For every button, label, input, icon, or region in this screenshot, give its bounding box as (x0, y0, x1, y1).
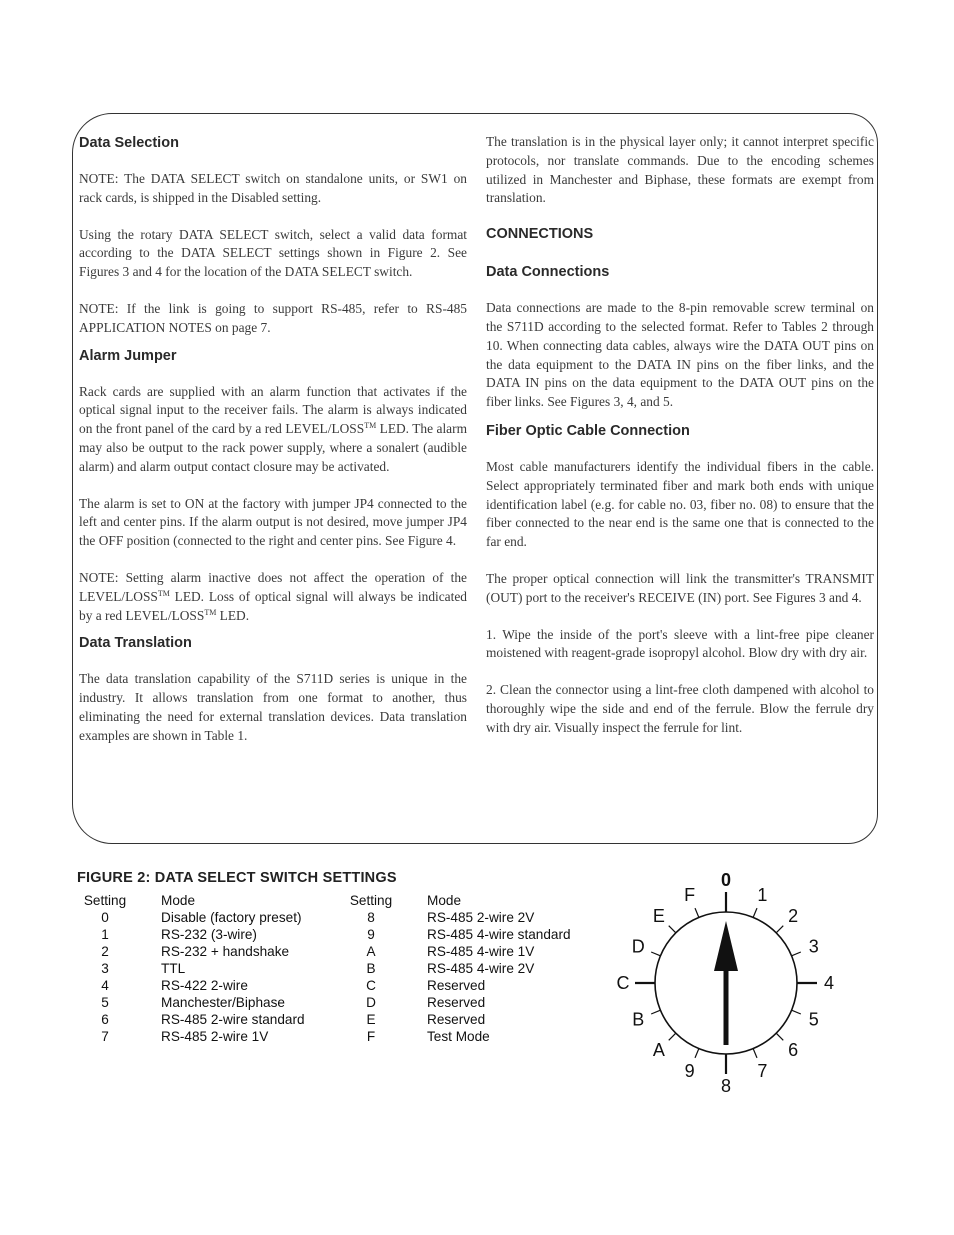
translation-continued-paragraph: The translation is in the physical layer only; it cannot interpret specific protocols, nor translate commands. Due to the encoding schemes utilized in Manchester and Biphase, these formats are exempt from translation. (486, 134, 874, 206)
data-translation-heading: Data Translation (79, 635, 192, 652)
dial-tick-D (651, 952, 660, 956)
dial-tick-6 (776, 1033, 783, 1040)
settings-row (342, 909, 571, 926)
setting-value: 5 (101, 995, 109, 1010)
dial-label-5: 5 (808, 1009, 819, 1030)
data-selection-heading: Data Selection (79, 135, 179, 151)
data-connections-paragraph: Data connections are made to the 8-pin removable screw terminal on the S711D according to the selected format. Refer to Tables 2 through 10. When connecting data cables, always wire the DATA OUT pins on the data equipment to the DATA IN pins on the fiber links, and the DATA IN pins on the data equipment to the DATA OUT pins on the fiber links. See Figures 3, 4, and 5. (486, 300, 874, 410)
dial-label-0: 0 (720, 870, 732, 890)
dial-pointer-arrow (714, 921, 738, 1045)
settings-row (77, 1028, 305, 1045)
dial-label-4: 4 (823, 973, 835, 993)
setting-column-header: Setting (349, 893, 393, 908)
settings-row (342, 943, 571, 960)
setting-value: D (366, 995, 376, 1010)
settings-row (77, 960, 305, 977)
right-column (486, 133, 874, 738)
dial-label-6: 6 (788, 1040, 799, 1061)
settings-row (342, 926, 571, 943)
mode-value: Manchester/Biphase (161, 995, 285, 1010)
settings-row (77, 994, 305, 1011)
dial-tick-2 (776, 926, 783, 933)
alarm-jumper-heading: Alarm Jumper (79, 347, 177, 364)
setting-column-header: Setting (83, 893, 127, 908)
alarm-jumper-paragraph1: Rack cards are supplied with an alarm function that activates if the optical signal input to the receiver fails. The alarm is always indicated on the front panel of the card by a red LEVEL/LOSS™ LED. The alarm may also be output to the rack power supply, where a sonalert (audible alarm) and alarm output contact closure may be activated. (79, 383, 467, 474)
figure-title: FIGURE 2: DATA SELECT SWITCH SETTINGS (77, 870, 397, 886)
setting-value: 3 (101, 961, 109, 976)
settings-row (342, 960, 571, 977)
dial-label-2: 2 (788, 905, 799, 926)
mode-value: RS-485 2-wire 2V (427, 910, 535, 925)
mode-value: RS-485 4-wire standard (427, 927, 571, 942)
mode-value: Reserved (427, 995, 486, 1010)
dial-label-9: 9 (684, 1060, 695, 1081)
mode-value: RS-485 4-wire 2V (427, 961, 535, 976)
setting-value: 0 (101, 910, 109, 925)
mode-value: Test Mode (427, 1029, 490, 1044)
settings-row (77, 1011, 305, 1028)
data-selection-note2: NOTE: If the link is going to support RS-485, refer to RS-485 APPLICATION NOTES on page 7. (79, 300, 467, 335)
setting-value: 7 (101, 1029, 109, 1044)
settings-table-right (342, 892, 571, 1045)
settings-row (77, 926, 305, 943)
fiber-optic-step2: 2. Clean the connector using a lint-free cloth dampened with alcohol to thoroughly wipe the side and end of the ferrule. Blow the ferrule dry with dry air. Visually inspect the ferrule for lint. (486, 682, 874, 735)
mode-value: RS-232 (3-wire) (161, 927, 257, 942)
data-select-rotary-switch (600, 870, 850, 1100)
dial-tick-E (669, 926, 676, 933)
dial-label-3: 3 (808, 936, 819, 957)
dial-label-1: 1 (757, 885, 768, 906)
data-selection-paragraph: Using the rotary DATA SELECT switch, select a valid data format according to the DATA SELECT settings shown in Figure 2. See Figures 3 and 4 for the location of the DATA SELECT switch. (79, 226, 467, 280)
fiber-optic-paragraph2: The proper optical connection will link the transmitter's TRANSMIT (OUT) port to the receiver's RECEIVE (IN) port. See Figures 3 and 4. (486, 570, 874, 605)
settings-row (342, 994, 571, 1011)
mode-value: RS-232 + handshake (161, 944, 290, 959)
setting-value: B (366, 961, 376, 976)
dial-tick-B (651, 1010, 660, 1014)
dial-label-7: 7 (757, 1060, 768, 1081)
setting-value: 8 (367, 910, 375, 925)
setting-value: 9 (367, 927, 375, 942)
setting-value: 4 (101, 978, 109, 993)
settings-header-row (77, 892, 305, 909)
settings-header-row (342, 892, 571, 909)
settings-row (342, 1011, 571, 1028)
setting-value: 1 (101, 927, 109, 942)
mode-value: RS-485 2-wire 1V (161, 1029, 269, 1044)
settings-table-left (77, 892, 305, 1045)
setting-value: 6 (101, 1012, 109, 1027)
dial-tick-A (669, 1033, 676, 1040)
dial-tick-9 (695, 1049, 699, 1058)
settings-row (342, 1028, 571, 1045)
setting-value: 2 (101, 944, 109, 959)
alarm-jumper-paragraph2: The alarm is set to ON at the factory with jumper JP4 connected to the left and center pins. If the alarm output is not desired, move jumper JP4 the OFF position (connected to the right and center pins. See Figure 4. (79, 495, 467, 549)
fiber-optic-heading: Fiber Optic Cable Connection (486, 422, 690, 439)
fiber-optic-paragraph1: Most cable manufacturers identify the individual fibers in the cable. Select appropriately terminated fiber and mark both ends with unique identification label (e.g. for cable no. 03, fiber no. 08) to ensure that the fiber connected to the near end is the same one that is connected to the far end. (486, 458, 874, 550)
mode-column-header: Mode (161, 893, 196, 908)
mode-value: Reserved (427, 978, 486, 993)
left-column (79, 133, 467, 746)
dial-tick-7 (753, 1049, 757, 1058)
dial-label-B: B (632, 1009, 645, 1030)
dial-label-8: 8 (720, 1076, 732, 1096)
mode-value: RS-422 2-wire (161, 978, 248, 993)
dial-tick-3 (792, 952, 801, 956)
settings-row (342, 977, 571, 994)
data-translation-paragraph: The data translation capability of the S711D series is unique in the industry. It allows translation from one format to another, thus eliminating the need for external translation devices. Data translation examples are shown in Table 1. (79, 671, 467, 743)
mode-value: TTL (161, 961, 186, 976)
dial-tick-1 (753, 908, 757, 917)
dial-tick-F (695, 908, 699, 917)
mode-value: Disable (factory preset) (161, 910, 302, 925)
settings-row (77, 977, 305, 994)
setting-value: A (366, 944, 376, 959)
dial-label-F: F (684, 885, 696, 906)
alarm-jumper-note: NOTE: Setting alarm inactive does not affect the operation of the LEVEL/LOSS™ LED. Loss of optical signal will always be indicated by a red LEVEL/LOSS™ LED. (79, 569, 467, 623)
settings-row (77, 909, 305, 926)
data-selection-note1: NOTE: The DATA SELECT switch on standalone units, or SW1 on rack cards, is shipped in the Disabled setting. (79, 171, 467, 205)
dial-label-C: C (616, 973, 630, 993)
mode-value: RS-485 4-wire 1V (427, 944, 535, 959)
setting-value: C (366, 978, 376, 993)
fiber-optic-step1: 1. Wipe the inside of the port's sleeve with a lint-free pipe cleaner moistened with reagent-grade isopropyl alcohol. Blow dry with dry air. (486, 626, 874, 661)
mode-column-header: Mode (427, 893, 462, 908)
mode-value: RS-485 2-wire standard (161, 1012, 305, 1027)
setting-value: E (366, 1012, 376, 1027)
setting-value: F (366, 1029, 376, 1044)
mode-value: Reserved (427, 1012, 486, 1027)
data-connections-heading: Data Connections (486, 264, 610, 281)
dial-label-E: E (652, 905, 665, 926)
dial-label-A: A (652, 1040, 665, 1061)
dial-tick-5 (792, 1010, 801, 1014)
dial-label-D: D (631, 936, 645, 957)
settings-row (77, 943, 305, 960)
connections-heading: CONNECTIONS (486, 226, 594, 243)
